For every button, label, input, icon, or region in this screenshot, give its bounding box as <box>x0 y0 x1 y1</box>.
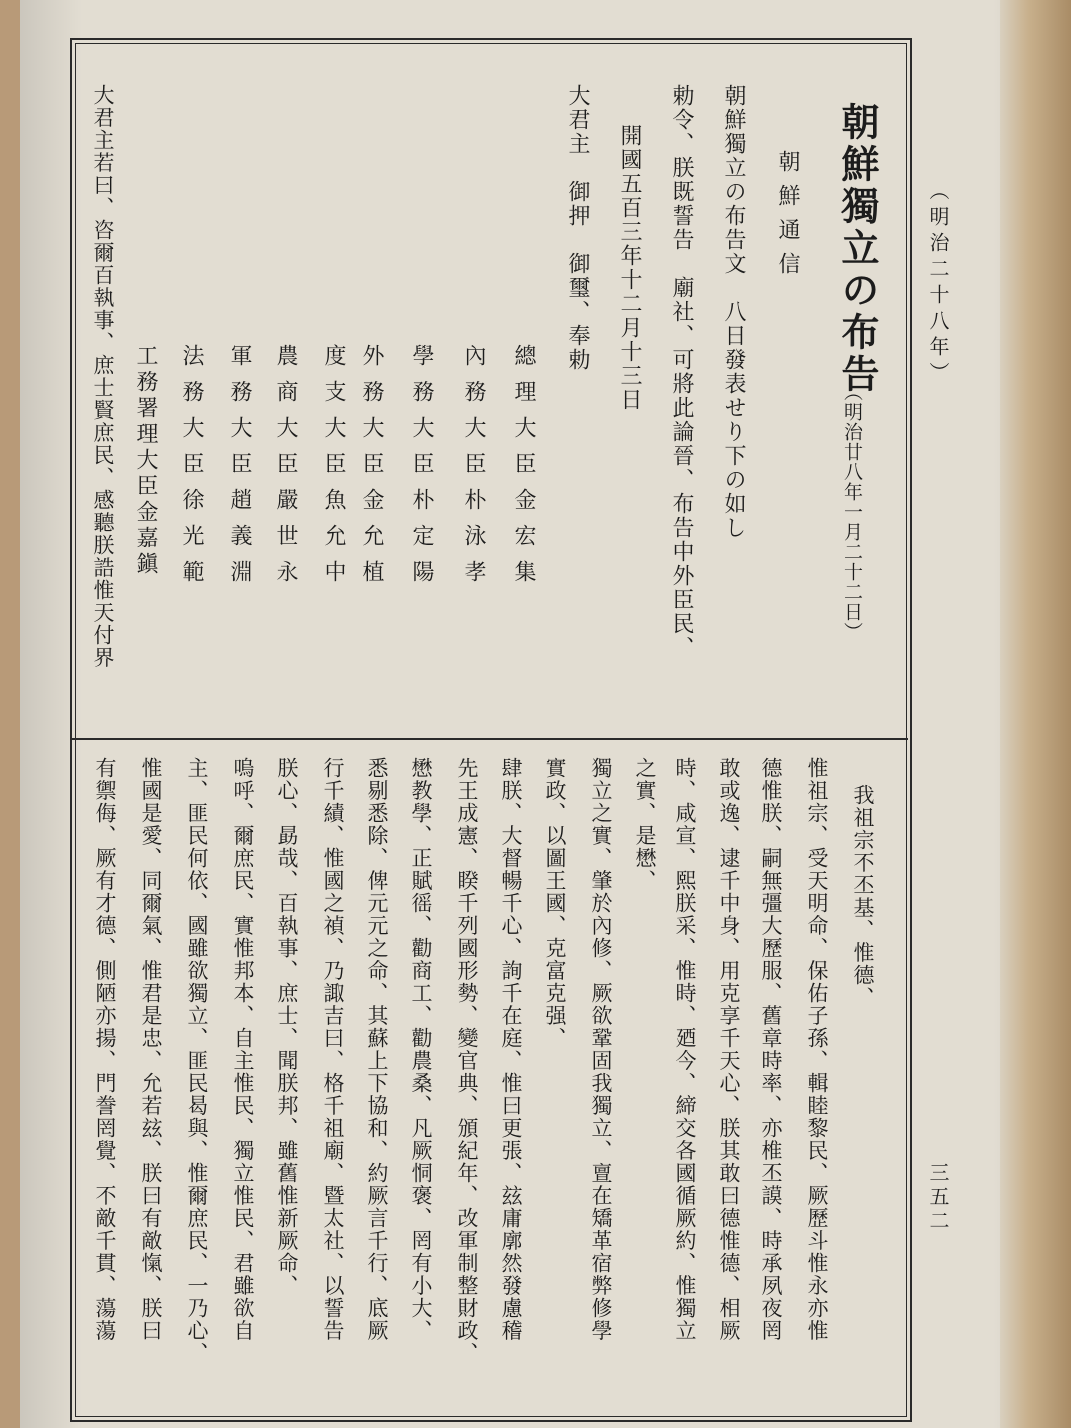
proclamation-line-1: 我祖宗不丕基、惟德、 <box>851 784 875 1009</box>
page-number: 三五二 <box>926 1162 950 1234</box>
intro-line-2: 勅令、朕既誓告 廟社、可將此論晉、布告中外臣民、 <box>669 84 694 660</box>
book-spine <box>1000 0 1071 1428</box>
closing-line: 大君主若曰、咨爾百執事、庶士賢庶民、感聽朕誥惟天付界 <box>91 84 115 669</box>
proclamation-line-10: 先王成憲、睽千列國形勢、變官典、頒紀年、改軍制整財政、 <box>455 757 479 1365</box>
proclamation-line-13: 行千績、惟國之禎、乃諏吉曰、格千祖廟、暨太社、以誓告 <box>321 757 345 1342</box>
proclamation-line-4: 敢或逸、逮千中身、用克享千天心、朕其敢曰德惟德、相厥 <box>717 757 741 1342</box>
proclamation-line-8: 實政、以圖王國、克富克强、 <box>543 757 567 1050</box>
section-divider <box>72 738 908 740</box>
minister-7: 軍務大臣趙義淵 <box>227 344 252 596</box>
minister-1: 總理大臣金宏集 <box>511 344 536 596</box>
minister-2: 內務大臣朴泳孝 <box>461 344 486 596</box>
proclamation-line-16: 主、匪民何依、國雖欲獨立、匪民曷與、惟爾庶民、一乃心、 <box>185 757 209 1365</box>
intro-line-4: 大君主 御押 御璽、奉勅 <box>565 84 590 372</box>
proclamation-line-3: 德惟朕、嗣無彊大歷服、舊章時率、亦椎丕謨、時承夙夜罔 <box>759 757 783 1342</box>
minister-5: 度支大臣魚允中 <box>321 344 346 596</box>
proclamation-line-5: 時、咸宣、熙朕采、惟時、廼今、締交各國循厥約、惟獨立 <box>673 757 697 1342</box>
article-title: 朝鮮獨立の布告 <box>835 102 880 396</box>
proclamation-line-7: 獨立之實、肇於內修、厥欲鞏固我獨立、亶在矯革宿弊修學 <box>589 757 613 1342</box>
proclamation-line-6: 之實、是懋、 <box>633 757 657 892</box>
article-source: 朝鮮通信 <box>775 150 800 286</box>
proclamation-line-14: 朕心、勗哉、百執事、庶士、聞朕邦、雖舊惟新厥命、 <box>275 757 299 1297</box>
proclamation-line-12: 悉剔悉除、俾元元之命、其蘇上下協和、約厥言千行、底厥 <box>365 757 389 1342</box>
intro-line-3: 開國五百三年十二月十三日 <box>617 124 642 412</box>
minister-4: 外務大臣金允植 <box>359 344 384 596</box>
proclamation-line-18: 有禦侮、厥有才德、側陋亦揚、門誊罔覺、不敵千貫、蕩蕩 <box>93 757 117 1342</box>
minister-8: 法務大臣徐光範 <box>179 344 204 596</box>
proclamation-line-15: 嗚呼、爾庶民、實惟邦本、自主惟民、獨立惟民、君雖欲自 <box>231 757 255 1342</box>
running-head: （明治二十八年） <box>926 180 950 388</box>
proclamation-line-2: 惟祖宗、受天明命、保佑子孫、輯睦黎民、厥歷斗惟永亦惟 <box>805 757 829 1342</box>
minister-3: 學務大臣朴定陽 <box>409 344 434 596</box>
minister-9: 工務署理大臣金嘉鎭 <box>133 344 158 578</box>
proclamation-line-11: 懋教學、正賦徭、勸商工、勸農桑、凡厥恫褒、罔有小大、 <box>409 757 433 1342</box>
minister-6: 農商大臣嚴世永 <box>273 344 298 596</box>
article-date: （明治廿八年一月二十二日） <box>841 382 863 642</box>
intro-line-1: 朝鮮獨立の布告文 八日發表せり下の如し <box>721 84 746 540</box>
proclamation-line-17: 惟國是愛、同爾氣、惟君是忠、允若玆、朕曰有敵愾、朕曰 <box>139 757 163 1342</box>
proclamation-line-9: 肆朕、大督暢千心、詢千在庭、惟曰更張、玆庸廓然發慮稽 <box>499 757 523 1342</box>
